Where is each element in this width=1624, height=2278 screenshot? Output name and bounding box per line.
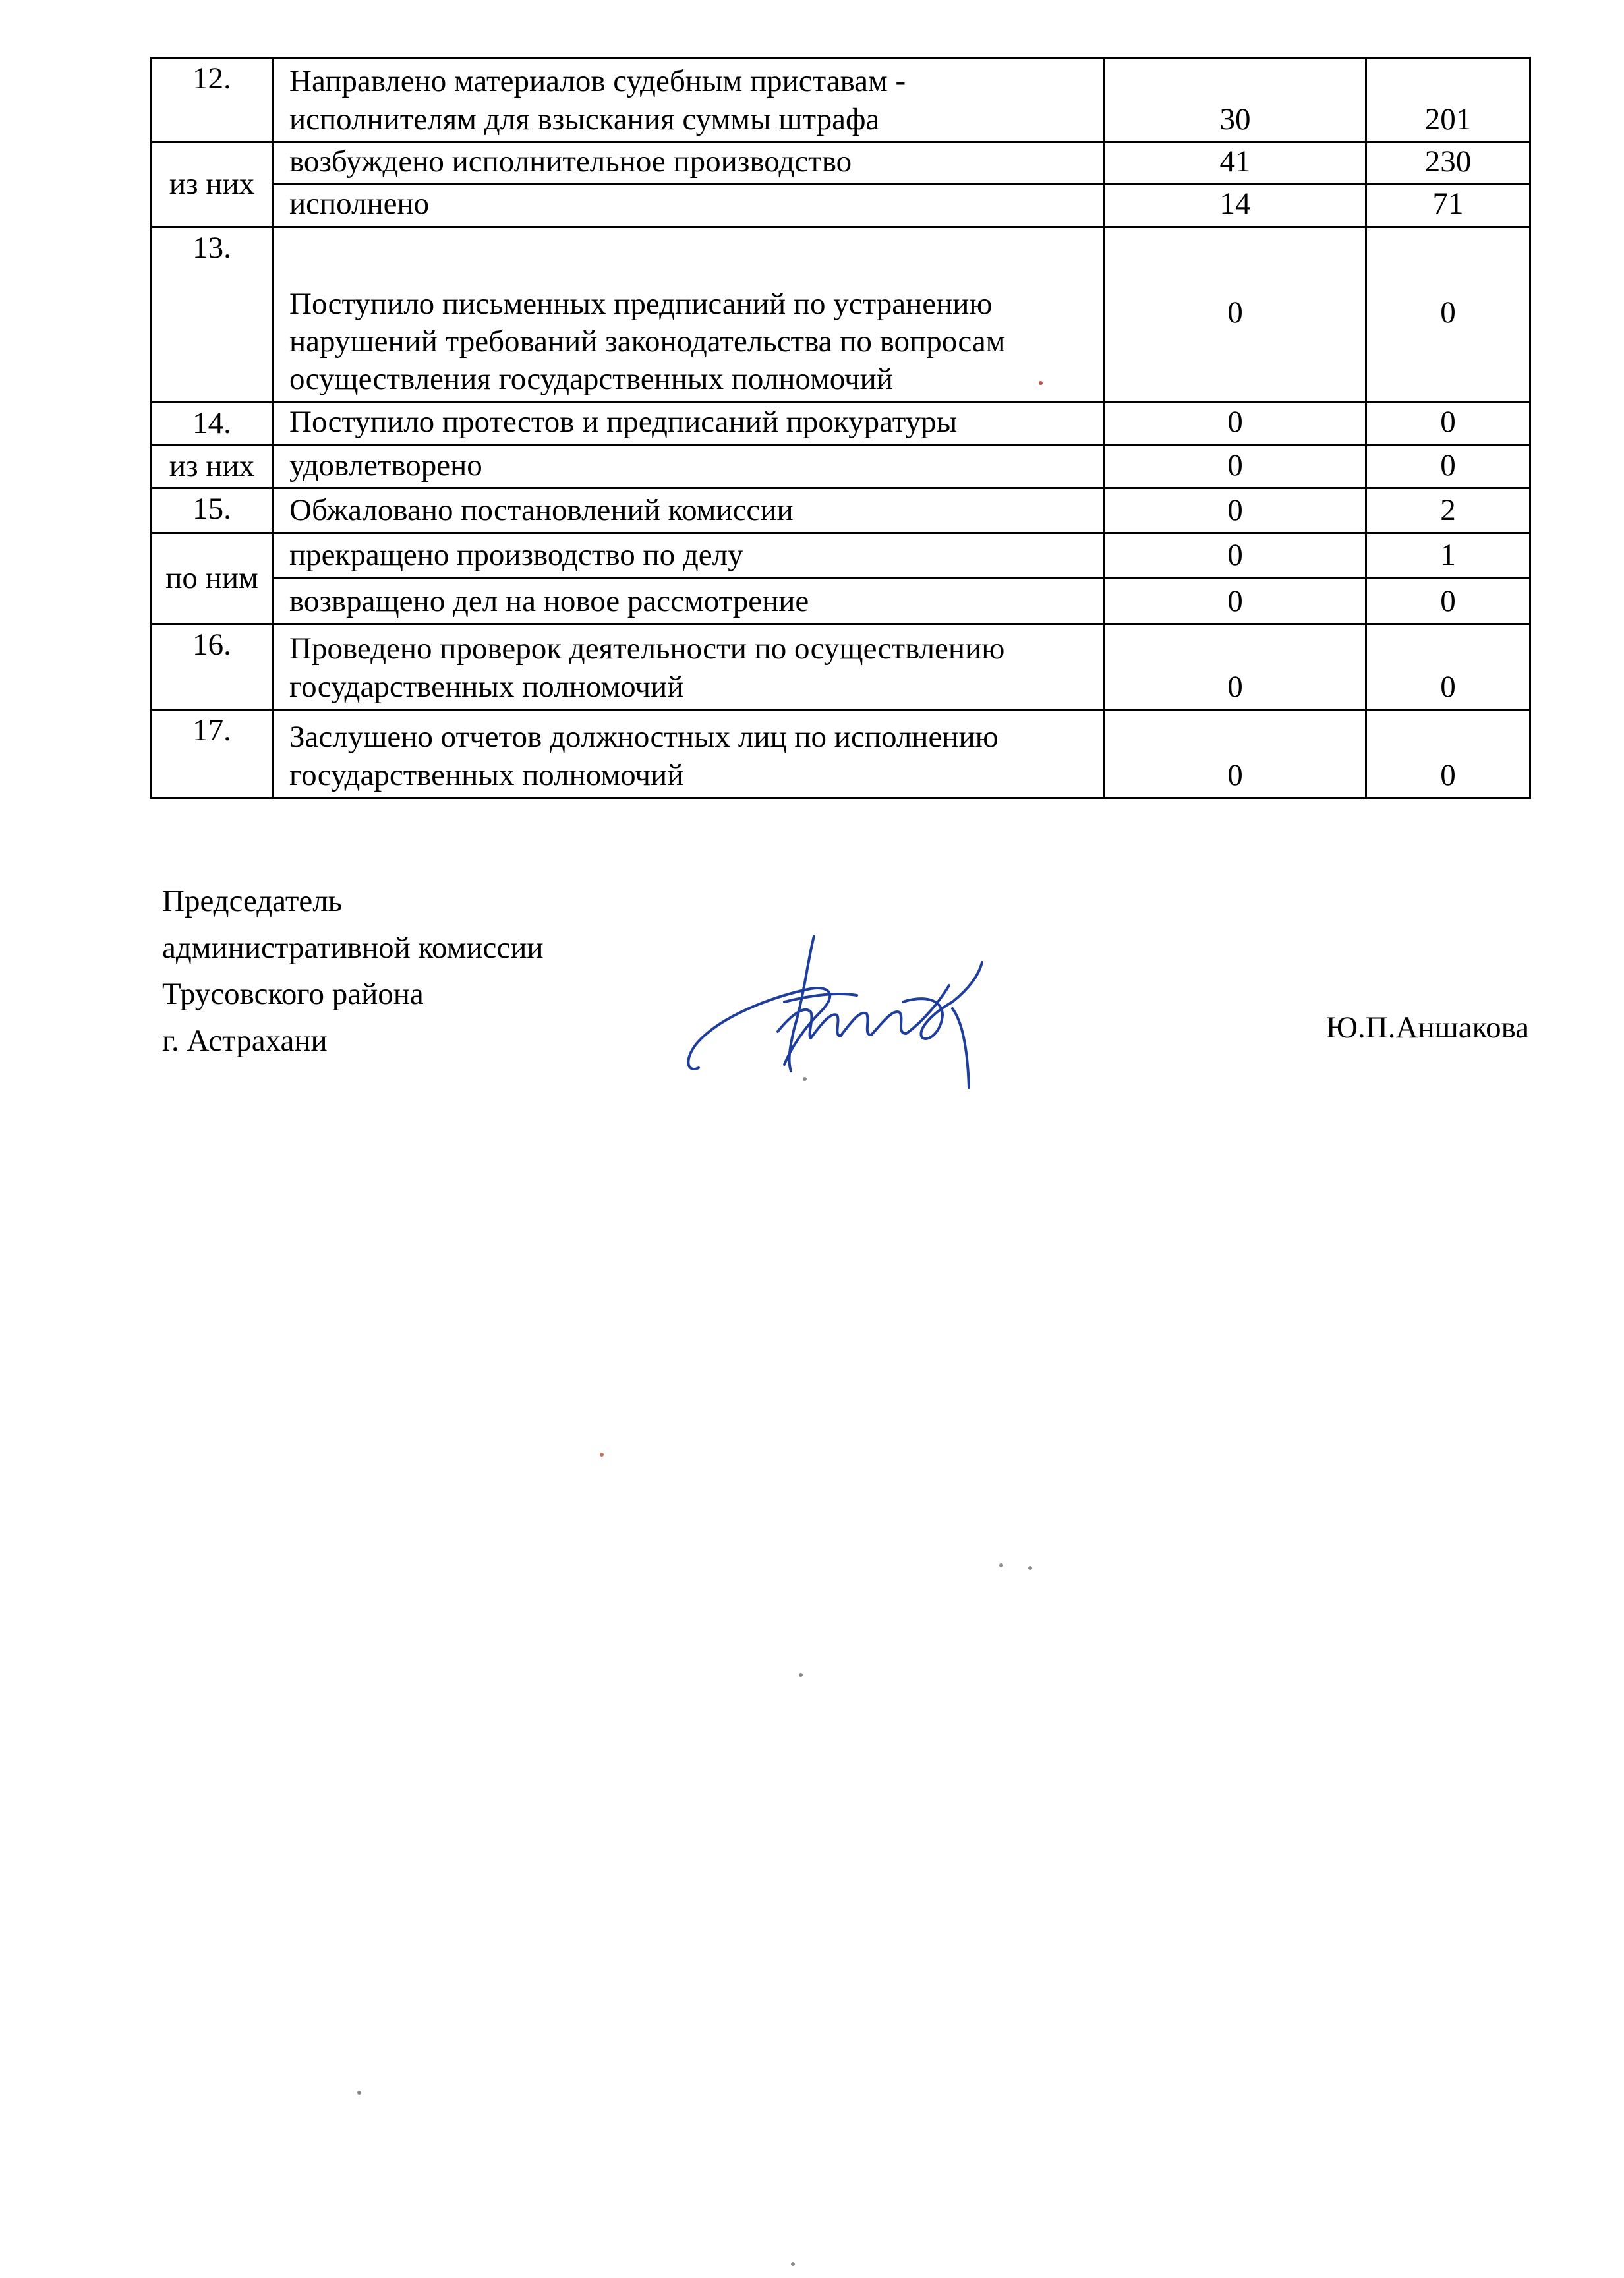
value-current: 0 [1105,402,1366,444]
signatory-title-line: г. Астрахани [162,1023,328,1058]
value-total: 0 [1366,624,1530,709]
row-description: прекращено производство по делу [273,533,1105,577]
value-total: 2 [1366,488,1530,533]
row-description: Поступило протестов и предписаний прокуратуры [273,402,1105,444]
value-current: 0 [1105,227,1366,402]
row-description: Обжаловано постановлений комиссии [273,488,1105,533]
signatory-title-line: Председатель [162,884,343,918]
scan-speck [999,1563,1003,1567]
signature-stroke [688,988,830,1069]
table-row [152,58,1530,142]
table-row [152,142,1530,185]
row-description: Поступило письменных предписаний по устранению нарушений требований законодательства по вопросам осуществления государственных полномочий [273,227,1105,402]
table-row [152,402,1530,444]
value-total: 71 [1366,185,1530,227]
value-current: 0 [1105,709,1366,798]
value-total: 0 [1366,444,1530,488]
value-current: 30 [1105,58,1366,142]
row-number: 16. [152,624,273,709]
value-current: 0 [1105,577,1366,624]
row-number: 12. [152,58,273,142]
row-description: возбуждено исполнительное производство [273,142,1105,185]
value-current: 41 [1105,142,1366,185]
signature-stroke [790,936,814,1071]
value-current: 0 [1105,488,1366,533]
value-current: 0 [1105,533,1366,577]
scan-speck [1028,1566,1032,1570]
scan-speck [791,2262,795,2266]
row-description: Заслушено отчетов должностных лиц по исполнению государственных полномочий [273,709,1105,798]
scan-speck [799,1673,803,1677]
row-number: 13. [152,227,273,402]
row-number: 15. [152,488,273,533]
value-total: 201 [1366,58,1530,142]
table-row [152,185,1530,227]
signatory-title [162,878,544,1064]
table-row [152,624,1530,709]
signature-stroke [784,994,857,1002]
value-total: 1 [1366,533,1530,577]
signatory-title-line: административной комиссии [162,930,544,965]
value-total: 0 [1366,402,1530,444]
value-current: 0 [1105,444,1366,488]
value-current: 0 [1105,624,1366,709]
scan-speck [803,1077,807,1081]
row-description: Проведено проверок деятельности по осуществлению государственных полномочий [273,624,1105,709]
value-total: 0 [1366,709,1530,798]
scan-speck [1039,381,1043,385]
table-row [152,709,1530,798]
signatory-title-line: Трусовского района [162,977,424,1011]
table-row [152,488,1530,533]
signatory-name: Ю.П.Аншакова [1325,1010,1529,1045]
table-row [152,444,1530,488]
row-number: 14. [152,402,273,444]
row-subgroup-label: из них [152,444,273,488]
row-description: удовлетворено [273,444,1105,488]
row-description: Направлено материалов судебным приставам - исполнителям для взыскания суммы штрафа [273,58,1105,142]
row-number: 17. [152,709,273,798]
row-subgroup-label: из них [152,142,273,227]
row-description: исполнено [273,185,1105,227]
row-description: возвращено дел на новое рассмотрение [273,577,1105,624]
table-row [152,227,1530,402]
value-total: 230 [1366,142,1530,185]
scan-speck [357,2091,361,2095]
report-table [150,57,1531,799]
value-total: 0 [1366,227,1530,402]
table-row [152,533,1530,577]
table-row [152,577,1530,624]
signature-stroke [952,1008,969,1088]
value-current: 14 [1105,185,1366,227]
handwritten-signature [679,923,1035,1094]
value-total: 0 [1366,577,1530,624]
scan-speck [600,1453,604,1457]
row-subgroup-label: по ним [152,533,273,624]
